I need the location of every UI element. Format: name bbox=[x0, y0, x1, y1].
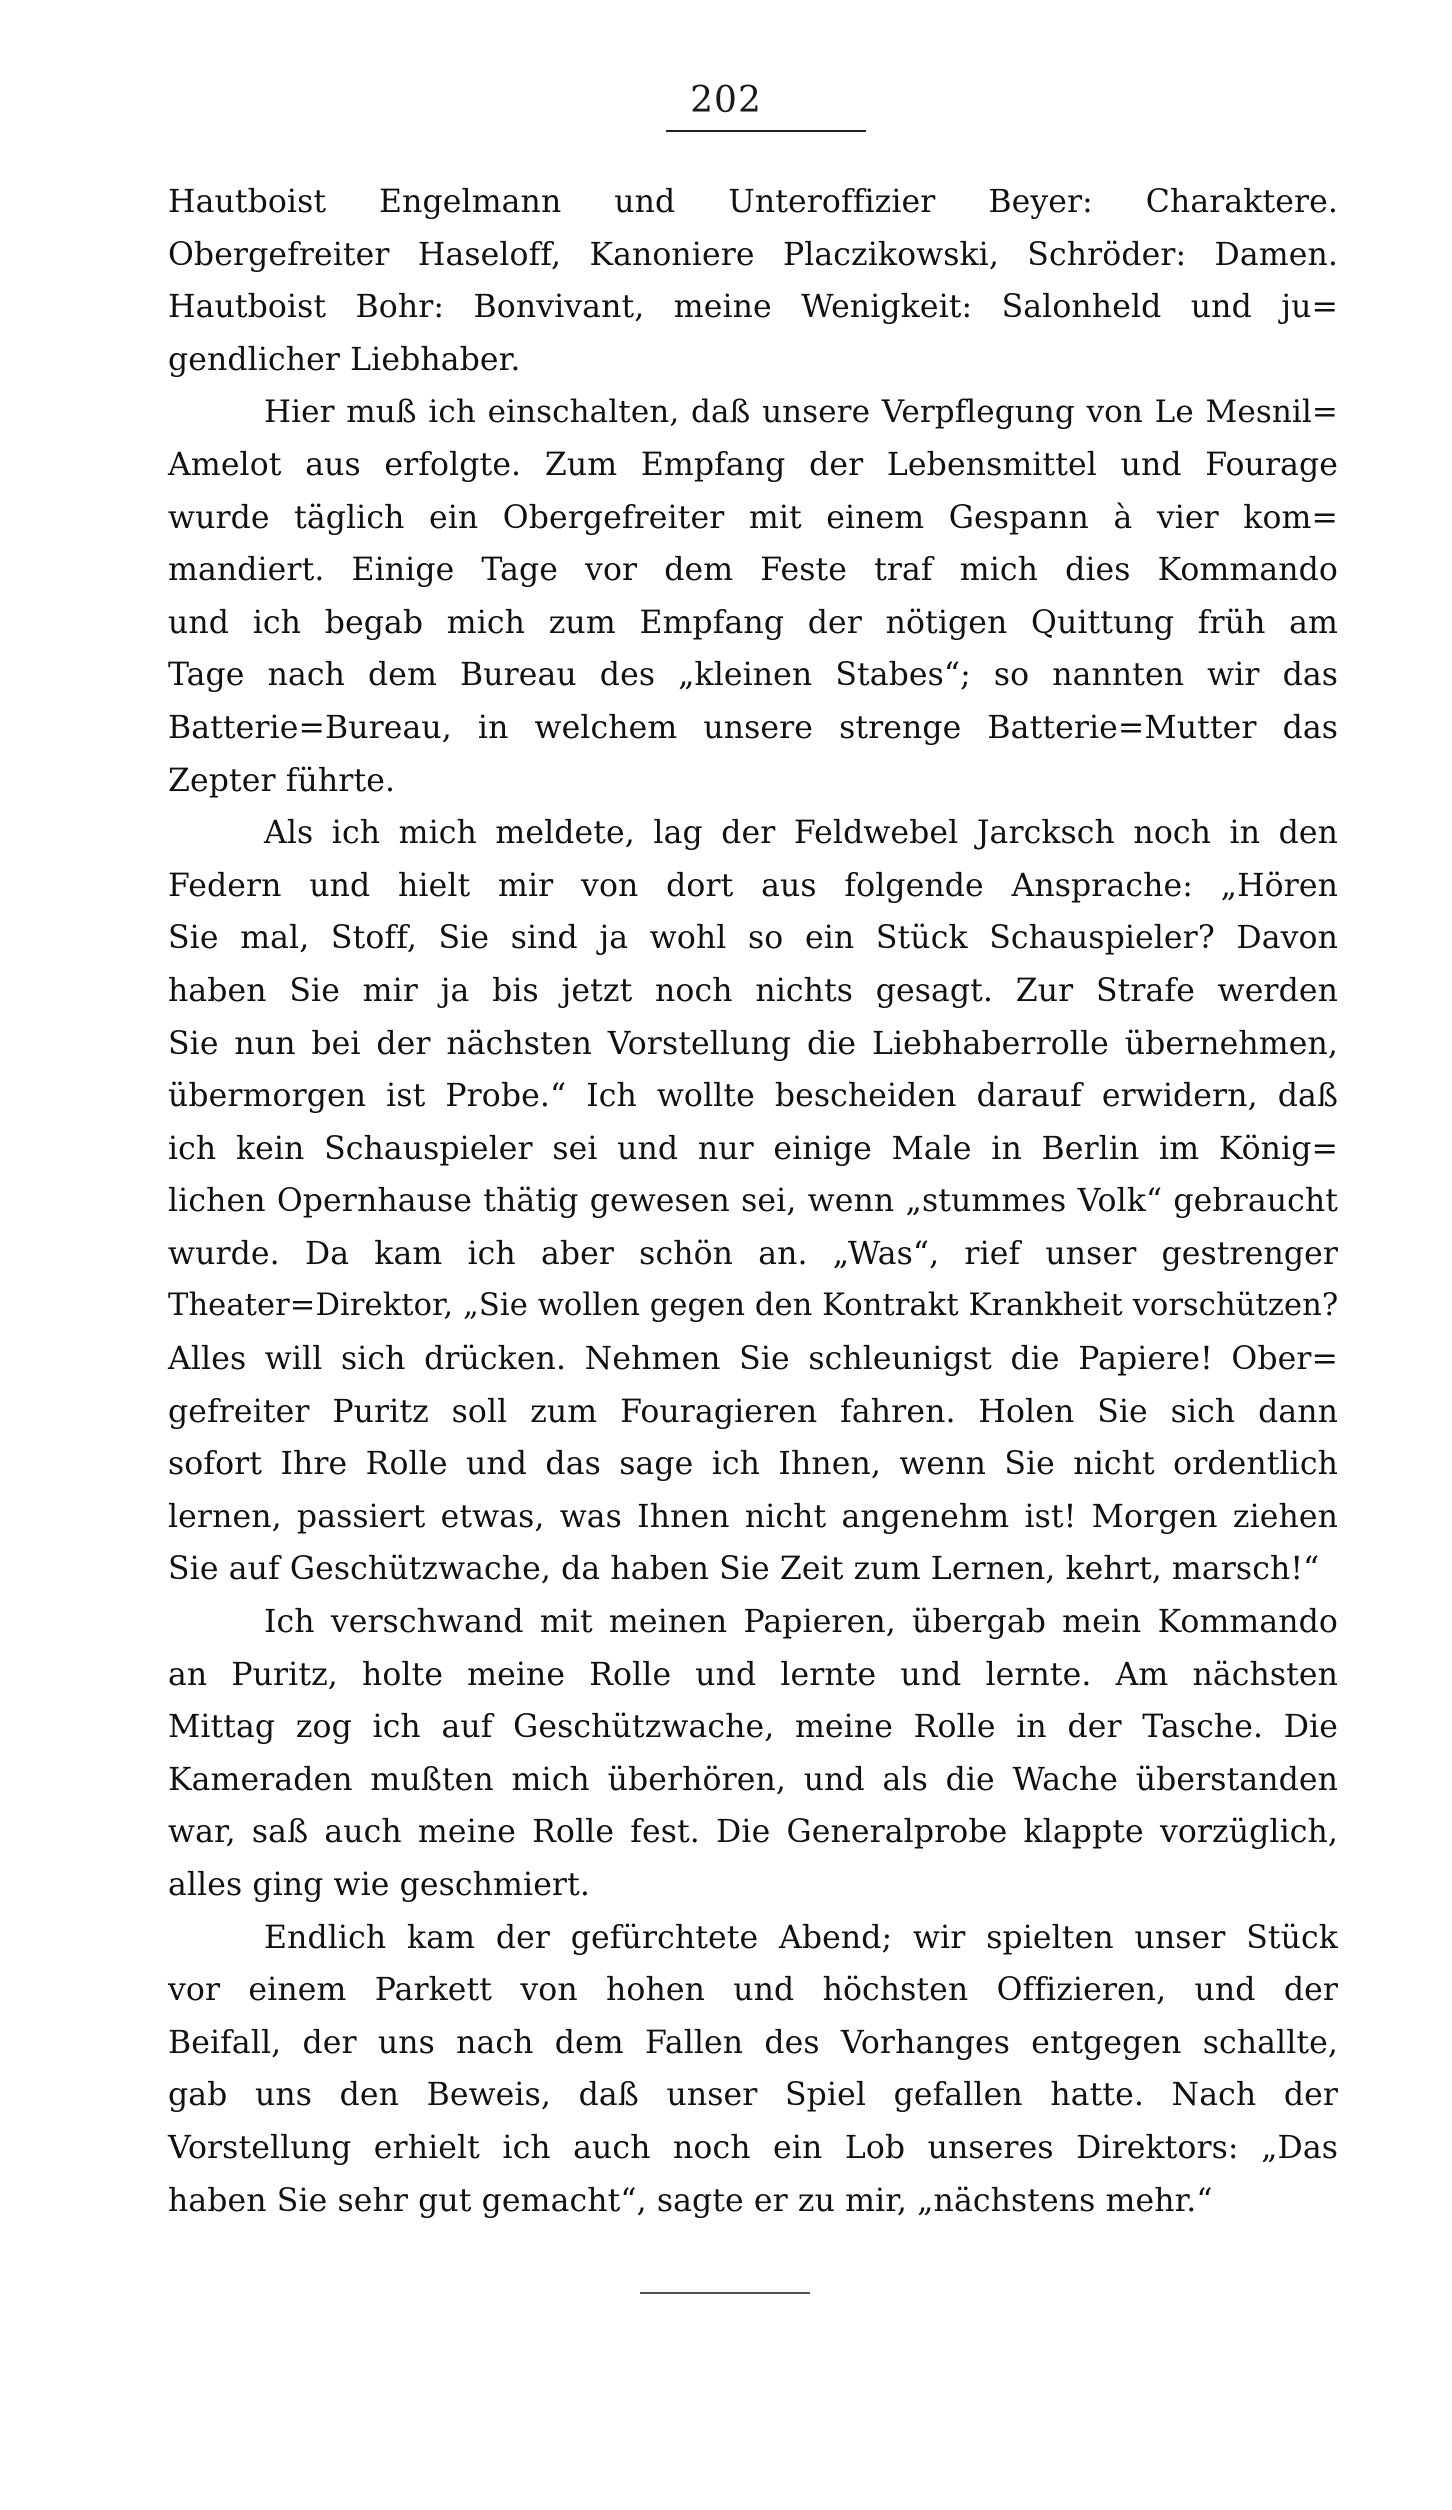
text-line: Hautboist Bohr: Bonvivant, meine Wenigkeit: Salonheld und ju= bbox=[168, 289, 1338, 326]
text-line: ich kein Schauspieler sei und nur einige Male in Berlin im König= bbox=[168, 1130, 1338, 1167]
text-line: Sie auf Geschützwache, da haben Sie Zeit zum Lernen, kehrt, marsch!“ bbox=[168, 1551, 1320, 1588]
text-line: Sie nun bei der nächsten Vorstellung die Liebhaberrolle übernehmen, bbox=[168, 1025, 1338, 1062]
text-line: Theater=Direktor, „Sie wollen gegen den Kontrakt Krankheit vorschützen? bbox=[168, 1288, 1339, 1324]
text-line: Sie mal, Stoff, Sie sind ja wohl so ein Stück Schauspieler? Davon bbox=[168, 920, 1338, 957]
text-line: gendlicher Liebhaber. bbox=[168, 341, 521, 378]
text-line: gab uns den Beweis, daß unser Spiel gefallen hatte. Nach der bbox=[168, 2077, 1338, 2114]
text-line: Amelot aus erfolgte. Zum Empfang der Lebensmittel und Fourage bbox=[168, 446, 1338, 483]
text-line: und ich begab mich zum Empfang der nötigen Quittung früh am bbox=[168, 604, 1338, 641]
text-line: Ich verschwand mit meinen Papieren, übergab mein Kommando bbox=[264, 1604, 1338, 1641]
text-line: Hautboist Engelmann und Unteroffizier Beyer: Charaktere. bbox=[168, 184, 1338, 220]
text-line: Vorstellung erhielt ich auch noch ein Lob unseres Direktors: „Das bbox=[168, 2129, 1338, 2166]
text-line: Obergefreiter Haseloff, Kanoniere Placzikowski, Schröder: Damen. bbox=[168, 236, 1338, 273]
text-line: wurde täglich ein Obergefreiter mit einem Gespann à vier kom= bbox=[168, 499, 1338, 536]
text-line: gefreiter Puritz soll zum Fouragieren fahren. Holen Sie sich dann bbox=[168, 1393, 1338, 1430]
text-line: Tage nach dem Bureau des „kleinen Stabes“; so nannten wir das bbox=[168, 657, 1338, 694]
text-line: Beifall, der uns nach dem Fallen des Vorhanges entgegen schallte, bbox=[168, 2024, 1338, 2061]
text-line: Alles will sich drücken. Nehmen Sie schleunigst die Papiere! Ober= bbox=[168, 1341, 1338, 1378]
text-line: Batterie=Bureau, in welchem unsere strenge Batterie=Mutter das bbox=[168, 709, 1338, 746]
text-line: lichen Opernhause thätig gewesen sei, wenn „stummes Volk“ gebraucht bbox=[168, 1183, 1338, 1220]
text-line: Endlich kam der gefürchtete Abend; wir spielten unser Stück bbox=[264, 1919, 1338, 1956]
page-number: 202 bbox=[690, 80, 762, 121]
text-line: Zepter führte. bbox=[168, 762, 396, 799]
text-line: alles ging wie geschmiert. bbox=[168, 1867, 590, 1903]
text-line: vor einem Parkett von hohen und höchsten Offizieren, und der bbox=[168, 1972, 1338, 2009]
text-line: übermorgen ist Probe.“ Ich wollte bescheiden darauf erwidern, daß bbox=[168, 1078, 1338, 1115]
text-line: haben Sie sehr gut gemacht“, sagte er zu mir, „nächstens mehr.“ bbox=[168, 2182, 1213, 2219]
text-line: Federn und hielt mir von dort aus folgende Ansprache: „Hören bbox=[168, 867, 1338, 904]
text-line: Kameraden mußten mich überhören, und als die Wache überstanden bbox=[168, 1761, 1338, 1798]
text-line: war, saß auch meine Rolle fest. Die Generalprobe klappte vorzüglich, bbox=[168, 1814, 1338, 1851]
text-line: haben Sie mir ja bis jetzt noch nichts gesagt. Zur Strafe werden bbox=[168, 972, 1338, 1009]
text-line: Als ich mich meldete, lag der Feldwebel Jarcksch noch in den bbox=[264, 815, 1338, 852]
text-line: an Puritz, holte meine Rolle und lernte und lernte. Am nächsten bbox=[168, 1656, 1338, 1693]
text-line: wurde. Da kam ich aber schön an. „Was“, rief unser gestrenger bbox=[168, 1235, 1338, 1272]
text-line: Hier muß ich einschalten, daß unsere Verpflegung von Le Mesnil= bbox=[264, 394, 1338, 431]
text-line: Mittag zog ich auf Geschützwache, meine Rolle in der Tasche. Die bbox=[168, 1709, 1338, 1746]
body-text bbox=[168, 176, 1338, 2227]
text-line: lernen, passiert etwas, was Ihnen nicht angenehm ist! Morgen ziehen bbox=[168, 1498, 1338, 1535]
footer-rule bbox=[640, 2292, 810, 2294]
text-line: sofort Ihre Rolle und das sage ich Ihnen, wenn Sie nicht ordentlich bbox=[168, 1446, 1338, 1483]
text-line: mandiert. Einige Tage vor dem Feste traf mich dies Kommando bbox=[168, 552, 1338, 589]
header-rule bbox=[666, 130, 866, 132]
